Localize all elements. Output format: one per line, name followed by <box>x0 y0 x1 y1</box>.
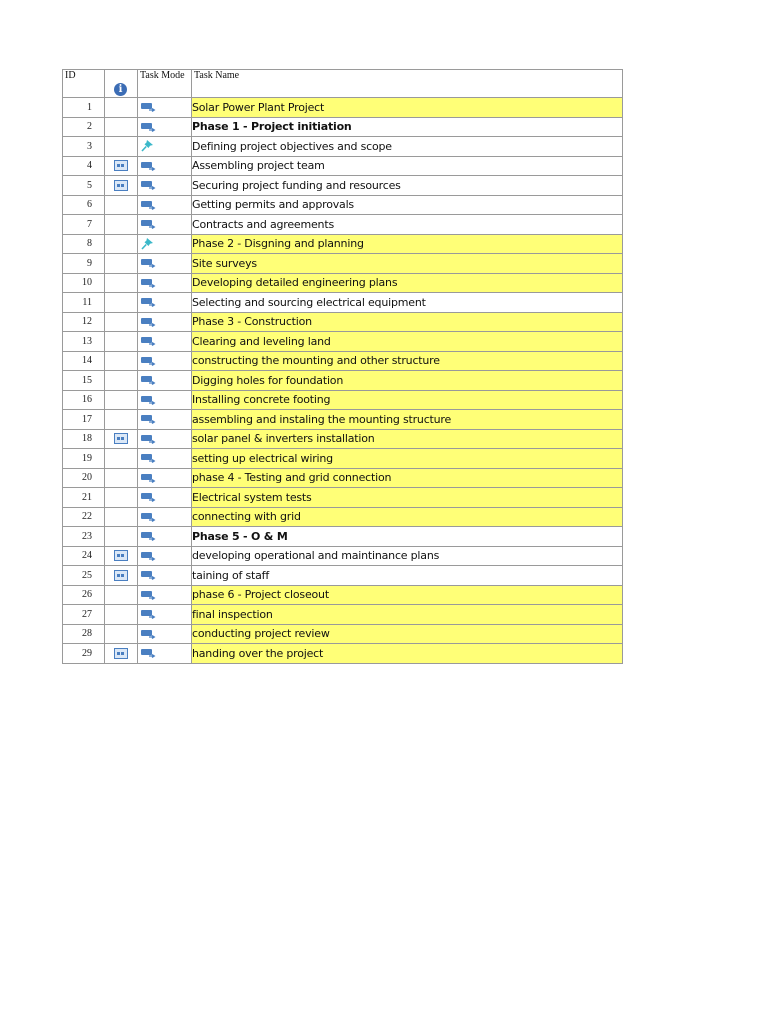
auto-schedule-icon <box>140 215 156 232</box>
task-mode-cell[interactable] <box>138 585 192 605</box>
task-name[interactable]: phase 6 - Project closeout <box>192 585 623 605</box>
task-id: 26 <box>63 585 105 605</box>
task-mode-cell[interactable] <box>138 546 192 566</box>
task-name[interactable]: Securing project funding and resources <box>192 176 623 196</box>
task-mode-cell[interactable] <box>138 156 192 176</box>
table-row[interactable] <box>63 195 623 215</box>
task-mode-cell[interactable] <box>138 117 192 137</box>
task-mode-cell[interactable] <box>138 332 192 352</box>
auto-schedule-icon <box>140 488 156 505</box>
task-indicator-cell <box>105 254 138 274</box>
table-row[interactable] <box>63 390 623 410</box>
task-mode-cell[interactable] <box>138 566 192 586</box>
task-id: 18 <box>63 429 105 449</box>
auto-schedule-icon <box>140 98 156 115</box>
task-id: 13 <box>63 332 105 352</box>
task-indicator-cell <box>105 273 138 293</box>
auto-schedule-icon <box>140 566 156 583</box>
task-name[interactable]: Installing concrete footing <box>192 390 623 410</box>
table-row[interactable] <box>63 585 623 605</box>
column-header-task-name[interactable]: Task Name <box>192 70 623 98</box>
auto-schedule-icon <box>140 293 156 310</box>
task-indicator-cell <box>105 234 138 254</box>
task-name[interactable]: Electrical system tests <box>192 488 623 508</box>
task-id: 17 <box>63 410 105 430</box>
task-name[interactable]: Phase 1 - Project initiation <box>192 117 623 137</box>
auto-schedule-icon <box>140 625 156 642</box>
auto-schedule-icon <box>140 254 156 271</box>
table-row[interactable] <box>63 371 623 391</box>
auto-schedule-icon <box>140 196 156 213</box>
info-icon: i <box>114 83 127 96</box>
task-id: 9 <box>63 254 105 274</box>
task-id: 28 <box>63 624 105 644</box>
task-indicator-cell <box>105 332 138 352</box>
task-name[interactable]: Selecting and sourcing electrical equipment <box>192 293 623 313</box>
task-name[interactable]: developing operational and maintinance plans <box>192 546 623 566</box>
task-indicator-cell <box>105 468 138 488</box>
task-mode-cell[interactable] <box>138 449 192 469</box>
task-id: 7 <box>63 215 105 235</box>
task-name[interactable]: Defining project objectives and scope <box>192 137 623 157</box>
table-row[interactable] <box>63 312 623 332</box>
table-row[interactable] <box>63 156 623 176</box>
table-row[interactable] <box>63 410 623 430</box>
auto-schedule-icon <box>140 352 156 369</box>
task-id: 5 <box>63 176 105 196</box>
task-mode-cell[interactable] <box>138 98 192 118</box>
task-id: 1 <box>63 98 105 118</box>
task-indicator-cell <box>105 507 138 527</box>
auto-schedule-icon <box>140 508 156 525</box>
table-row[interactable] <box>63 546 623 566</box>
task-name[interactable]: connecting with grid <box>192 507 623 527</box>
table-row[interactable] <box>63 351 623 371</box>
task-id: 23 <box>63 527 105 547</box>
task-name[interactable]: constructing the mounting and other structure <box>192 351 623 371</box>
auto-schedule-icon <box>140 469 156 486</box>
task-indicator-cell <box>105 585 138 605</box>
task-rows <box>63 98 623 664</box>
manual-schedule-pin-icon <box>140 235 156 252</box>
task-mode-cell[interactable] <box>138 390 192 410</box>
task-mode-cell[interactable] <box>138 527 192 547</box>
task-name[interactable]: phase 4 - Testing and grid connection <box>192 468 623 488</box>
task-mode-cell[interactable] <box>138 410 192 430</box>
table-row[interactable] <box>63 429 623 449</box>
task-name[interactable]: setting up electrical wiring <box>192 449 623 469</box>
task-indicator-cell <box>105 117 138 137</box>
task-indicator-cell <box>105 98 138 118</box>
auto-schedule-icon <box>140 547 156 564</box>
table-row[interactable] <box>63 98 623 118</box>
notes-icon[interactable] <box>114 648 128 659</box>
auto-schedule-icon <box>140 644 156 661</box>
task-mode-cell[interactable] <box>138 624 192 644</box>
column-header-task-mode[interactable]: Task Mode <box>138 70 192 98</box>
task-indicator-cell <box>105 371 138 391</box>
task-indicator-cell <box>105 312 138 332</box>
table-row[interactable] <box>63 507 623 527</box>
task-indicator-cell <box>105 156 138 176</box>
column-header-id[interactable]: ID <box>63 70 105 98</box>
task-name[interactable]: Assembling project team <box>192 156 623 176</box>
task-id: 27 <box>63 605 105 625</box>
task-name[interactable]: Getting permits and approvals <box>192 195 623 215</box>
table-row[interactable] <box>63 624 623 644</box>
task-mode-cell[interactable] <box>138 234 192 254</box>
manual-schedule-pin-icon <box>140 137 156 154</box>
task-name[interactable]: handing over the project <box>192 644 623 664</box>
auto-schedule-icon <box>140 118 156 135</box>
task-id: 19 <box>63 449 105 469</box>
task-indicator-cell <box>105 449 138 469</box>
task-mode-cell[interactable] <box>138 273 192 293</box>
task-indicator-cell <box>105 176 138 196</box>
task-id: 21 <box>63 488 105 508</box>
task-mode-cell[interactable] <box>138 137 192 157</box>
task-name[interactable]: taining of staff <box>192 566 623 586</box>
task-name[interactable]: assembling and instaling the mounting structure <box>192 410 623 430</box>
table-row[interactable] <box>63 293 623 313</box>
table-row[interactable] <box>63 566 623 586</box>
notes-icon[interactable] <box>114 550 128 561</box>
task-indicator-cell <box>105 390 138 410</box>
auto-schedule-icon <box>140 157 156 174</box>
table-row[interactable] <box>63 605 623 625</box>
notes-icon[interactable] <box>114 180 128 191</box>
task-indicator-cell <box>105 137 138 157</box>
auto-schedule-icon <box>140 586 156 603</box>
task-mode-cell[interactable] <box>138 488 192 508</box>
header-row <box>63 70 623 98</box>
task-table <box>62 69 623 664</box>
task-mode-cell[interactable] <box>138 429 192 449</box>
table-row[interactable] <box>63 176 623 196</box>
task-name[interactable]: solar panel & inverters installation <box>192 429 623 449</box>
auto-schedule-icon <box>140 391 156 408</box>
task-indicator-cell <box>105 410 138 430</box>
table-row[interactable] <box>63 254 623 274</box>
table-row[interactable] <box>63 117 623 137</box>
task-indicator-cell <box>105 624 138 644</box>
column-header-indicators[interactable] <box>105 70 138 98</box>
task-mode-cell[interactable] <box>138 293 192 313</box>
table-row[interactable] <box>63 488 623 508</box>
task-id: 12 <box>63 312 105 332</box>
table-row[interactable] <box>63 273 623 293</box>
task-indicator-cell <box>105 429 138 449</box>
task-id: 3 <box>63 137 105 157</box>
task-id: 16 <box>63 390 105 410</box>
task-id: 8 <box>63 234 105 254</box>
task-id: 11 <box>63 293 105 313</box>
auto-schedule-icon <box>140 527 156 544</box>
task-indicator-cell <box>105 605 138 625</box>
auto-schedule-icon <box>140 332 156 349</box>
task-name[interactable]: Phase 3 - Construction <box>192 312 623 332</box>
task-id: 10 <box>63 273 105 293</box>
task-name[interactable]: Solar Power Plant Project <box>192 98 623 118</box>
table-row[interactable] <box>63 137 623 157</box>
task-indicator-cell <box>105 546 138 566</box>
task-indicator-cell <box>105 195 138 215</box>
table-row[interactable] <box>63 468 623 488</box>
auto-schedule-icon <box>140 176 156 193</box>
task-indicator-cell <box>105 215 138 235</box>
table-row[interactable] <box>63 449 623 469</box>
task-indicator-cell <box>105 644 138 664</box>
auto-schedule-icon <box>140 605 156 622</box>
task-name[interactable]: Contracts and agreements <box>192 215 623 235</box>
task-mode-cell[interactable] <box>138 254 192 274</box>
notes-icon[interactable] <box>114 160 128 171</box>
task-name[interactable]: Site surveys <box>192 254 623 274</box>
auto-schedule-icon <box>140 410 156 427</box>
table-row[interactable] <box>63 215 623 235</box>
task-id: 2 <box>63 117 105 137</box>
task-id: 15 <box>63 371 105 391</box>
task-mode-cell[interactable] <box>138 215 192 235</box>
table-row[interactable] <box>63 234 623 254</box>
task-mode-cell[interactable] <box>138 176 192 196</box>
task-id: 6 <box>63 195 105 215</box>
task-id: 25 <box>63 566 105 586</box>
task-mode-cell[interactable] <box>138 644 192 664</box>
task-name[interactable]: final inspection <box>192 605 623 625</box>
task-name[interactable]: Phase 5 - O & M <box>192 527 623 547</box>
task-indicator-cell <box>105 293 138 313</box>
auto-schedule-icon <box>140 371 156 388</box>
task-name[interactable]: Digging holes for foundation <box>192 371 623 391</box>
auto-schedule-icon <box>140 313 156 330</box>
task-mode-cell[interactable] <box>138 312 192 332</box>
task-mode-cell[interactable] <box>138 468 192 488</box>
task-id: 4 <box>63 156 105 176</box>
task-mode-cell[interactable] <box>138 195 192 215</box>
task-mode-cell[interactable] <box>138 605 192 625</box>
task-indicator-cell <box>105 527 138 547</box>
table-row[interactable] <box>63 644 623 664</box>
task-mode-cell[interactable] <box>138 371 192 391</box>
task-mode-cell[interactable] <box>138 507 192 527</box>
auto-schedule-icon <box>140 274 156 291</box>
task-id: 20 <box>63 468 105 488</box>
task-id: 29 <box>63 644 105 664</box>
task-name[interactable]: Developing detailed engineering plans <box>192 273 623 293</box>
auto-schedule-icon <box>140 430 156 447</box>
task-id: 14 <box>63 351 105 371</box>
notes-icon[interactable] <box>114 570 128 581</box>
auto-schedule-icon <box>140 449 156 466</box>
notes-icon[interactable] <box>114 433 128 444</box>
table-row[interactable] <box>63 332 623 352</box>
task-id: 22 <box>63 507 105 527</box>
task-mode-cell[interactable] <box>138 351 192 371</box>
task-indicator-cell <box>105 488 138 508</box>
table-row[interactable] <box>63 527 623 547</box>
task-indicator-cell <box>105 351 138 371</box>
task-id: 24 <box>63 546 105 566</box>
task-name[interactable]: Clearing and leveling land <box>192 332 623 352</box>
task-name[interactable]: conducting project review <box>192 624 623 644</box>
task-name[interactable]: Phase 2 - Disgning and planning <box>192 234 623 254</box>
task-indicator-cell <box>105 566 138 586</box>
